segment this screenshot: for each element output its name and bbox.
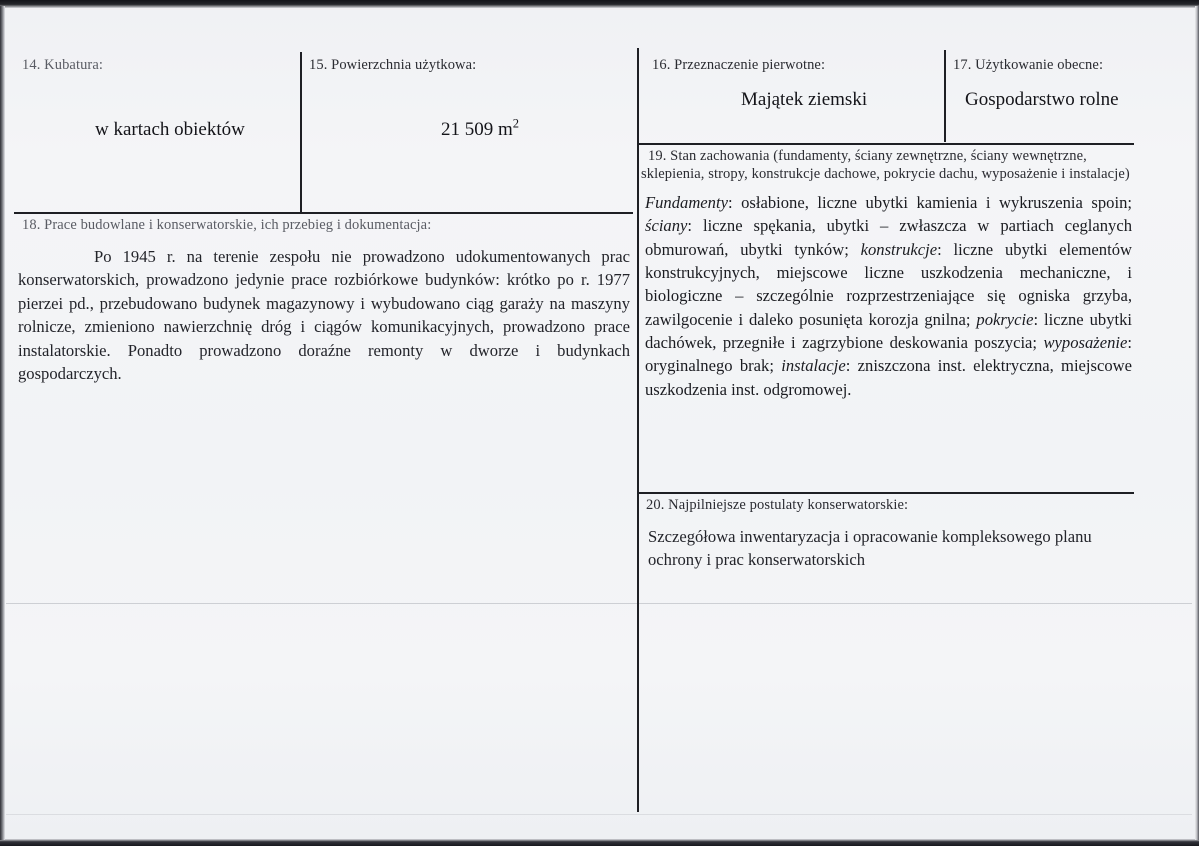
field15-label: 15. Powierzchnia użytkowa: — [309, 57, 477, 73]
field17-label: 17. Użytkowanie obecne: — [953, 57, 1104, 73]
paper-fold-line-lower — [6, 814, 1192, 815]
rule-above-field19 — [638, 143, 1134, 145]
field19-segment-10: instalacje — [781, 356, 846, 376]
field19-segment-8: wyposażenie — [1043, 332, 1128, 352]
field19-segment-5: : liczne ubytki elementów konstrukcyjnych, miejscowe liczne uszkodzenia mechaniczne, i biologiczne – szczególnie rozprzestrzeniające się ogniska grzyba, zawilgocenie i daleko posunięta korozja gnilna; — [645, 239, 1132, 329]
field16-value: Majątek ziemski — [741, 89, 868, 110]
field19-segment-7: : liczne ubytki dachówek, przegniłe i zagrzybione deskowania poszycia; — [645, 309, 1133, 352]
field18-body-text: Po 1945 r. na terenie zespołu nie prowadzono udokumentowanych prac konserwatorskich, prowadzono jedynie prace rozbiórkowe budynków: krótko po r. 1977 pierzei pd., przebudowano budynek magazynowy i wybudowano ciąg garaży na maszyny rolnicze, zmieniono nawierzchnię dróg i ciągów komunikacyjnych, prowadzono prace instalatorskie. Ponadto prowadzono doraźne remonty w dworze i budynkach gospodarczych. — [18, 247, 630, 384]
field19-segment-0: Fundamenty — [645, 193, 728, 212]
field17-value: Gospodarstwo rolne — [965, 89, 1119, 110]
rule-above-field20 — [638, 492, 1134, 494]
field15-value-exponent: 2 — [512, 116, 520, 131]
field19-label-line2: sklepienia, stropy, konstrukcje dachowe, pokrycie dachu, wyposażenie i instalacje) — [641, 166, 1130, 182]
divider-main-column — [637, 48, 639, 812]
divider-field14-field15 — [300, 52, 302, 212]
rule-above-field18 — [14, 212, 633, 214]
field16-label: 16. Przeznaczenie pierwotne: — [652, 57, 826, 73]
scan-bottom-edge — [0, 839, 1199, 846]
divider-field16-field17 — [944, 50, 946, 142]
field18-label: 18. Prace budowlane i konserwatorskie, ich przebieg i dokumentacja: — [22, 217, 432, 233]
field19-body — [645, 191, 1132, 401]
field18-body — [18, 245, 630, 386]
field19-segment-1: : osłabione, liczne ubytki kamienia i wykruszenia spoin; — [727, 193, 1132, 212]
scan-left-edge — [0, 6, 5, 840]
field20-body: Szczegółowa inwentaryzacja i opracowanie kompleksowego planu ochrony i prac konserwatorskich — [648, 527, 1092, 570]
field19-segment-4: konstrukcje — [860, 239, 938, 259]
field14-label: 14. Kubatura: — [22, 57, 104, 73]
field20-label: 20. Najpilniejsze postulaty konserwatorskie: — [646, 497, 909, 513]
field14-value: w kartach obiektów — [95, 119, 245, 140]
paper-fold-line-upper — [6, 603, 1192, 604]
field19-segment-3: : liczne spękania, ubytki – zwłaszcza w partiach ceglanych obmurowań, ubytki tynków; — [645, 216, 1132, 259]
field19-segment-2: ściany — [645, 216, 688, 236]
field15-value — [441, 118, 519, 143]
field19-segment-11: : zniszczona inst. elektryczna, miejscowe uszkodzenia inst. odgromowej. — [645, 356, 1133, 399]
scan-top-edge — [0, 0, 1199, 8]
field19-label-line1: 19. Stan zachowania (fundamenty, ściany zewnętrzne, ściany wewnętrzne, — [648, 148, 1087, 164]
field19-segment-6: pokrycie — [976, 309, 1034, 329]
field15-value-number: 21 509 m — [441, 119, 513, 140]
scan-right-edge — [1195, 6, 1199, 840]
field19-segment-9: : oryginalnego brak; — [645, 332, 1132, 376]
